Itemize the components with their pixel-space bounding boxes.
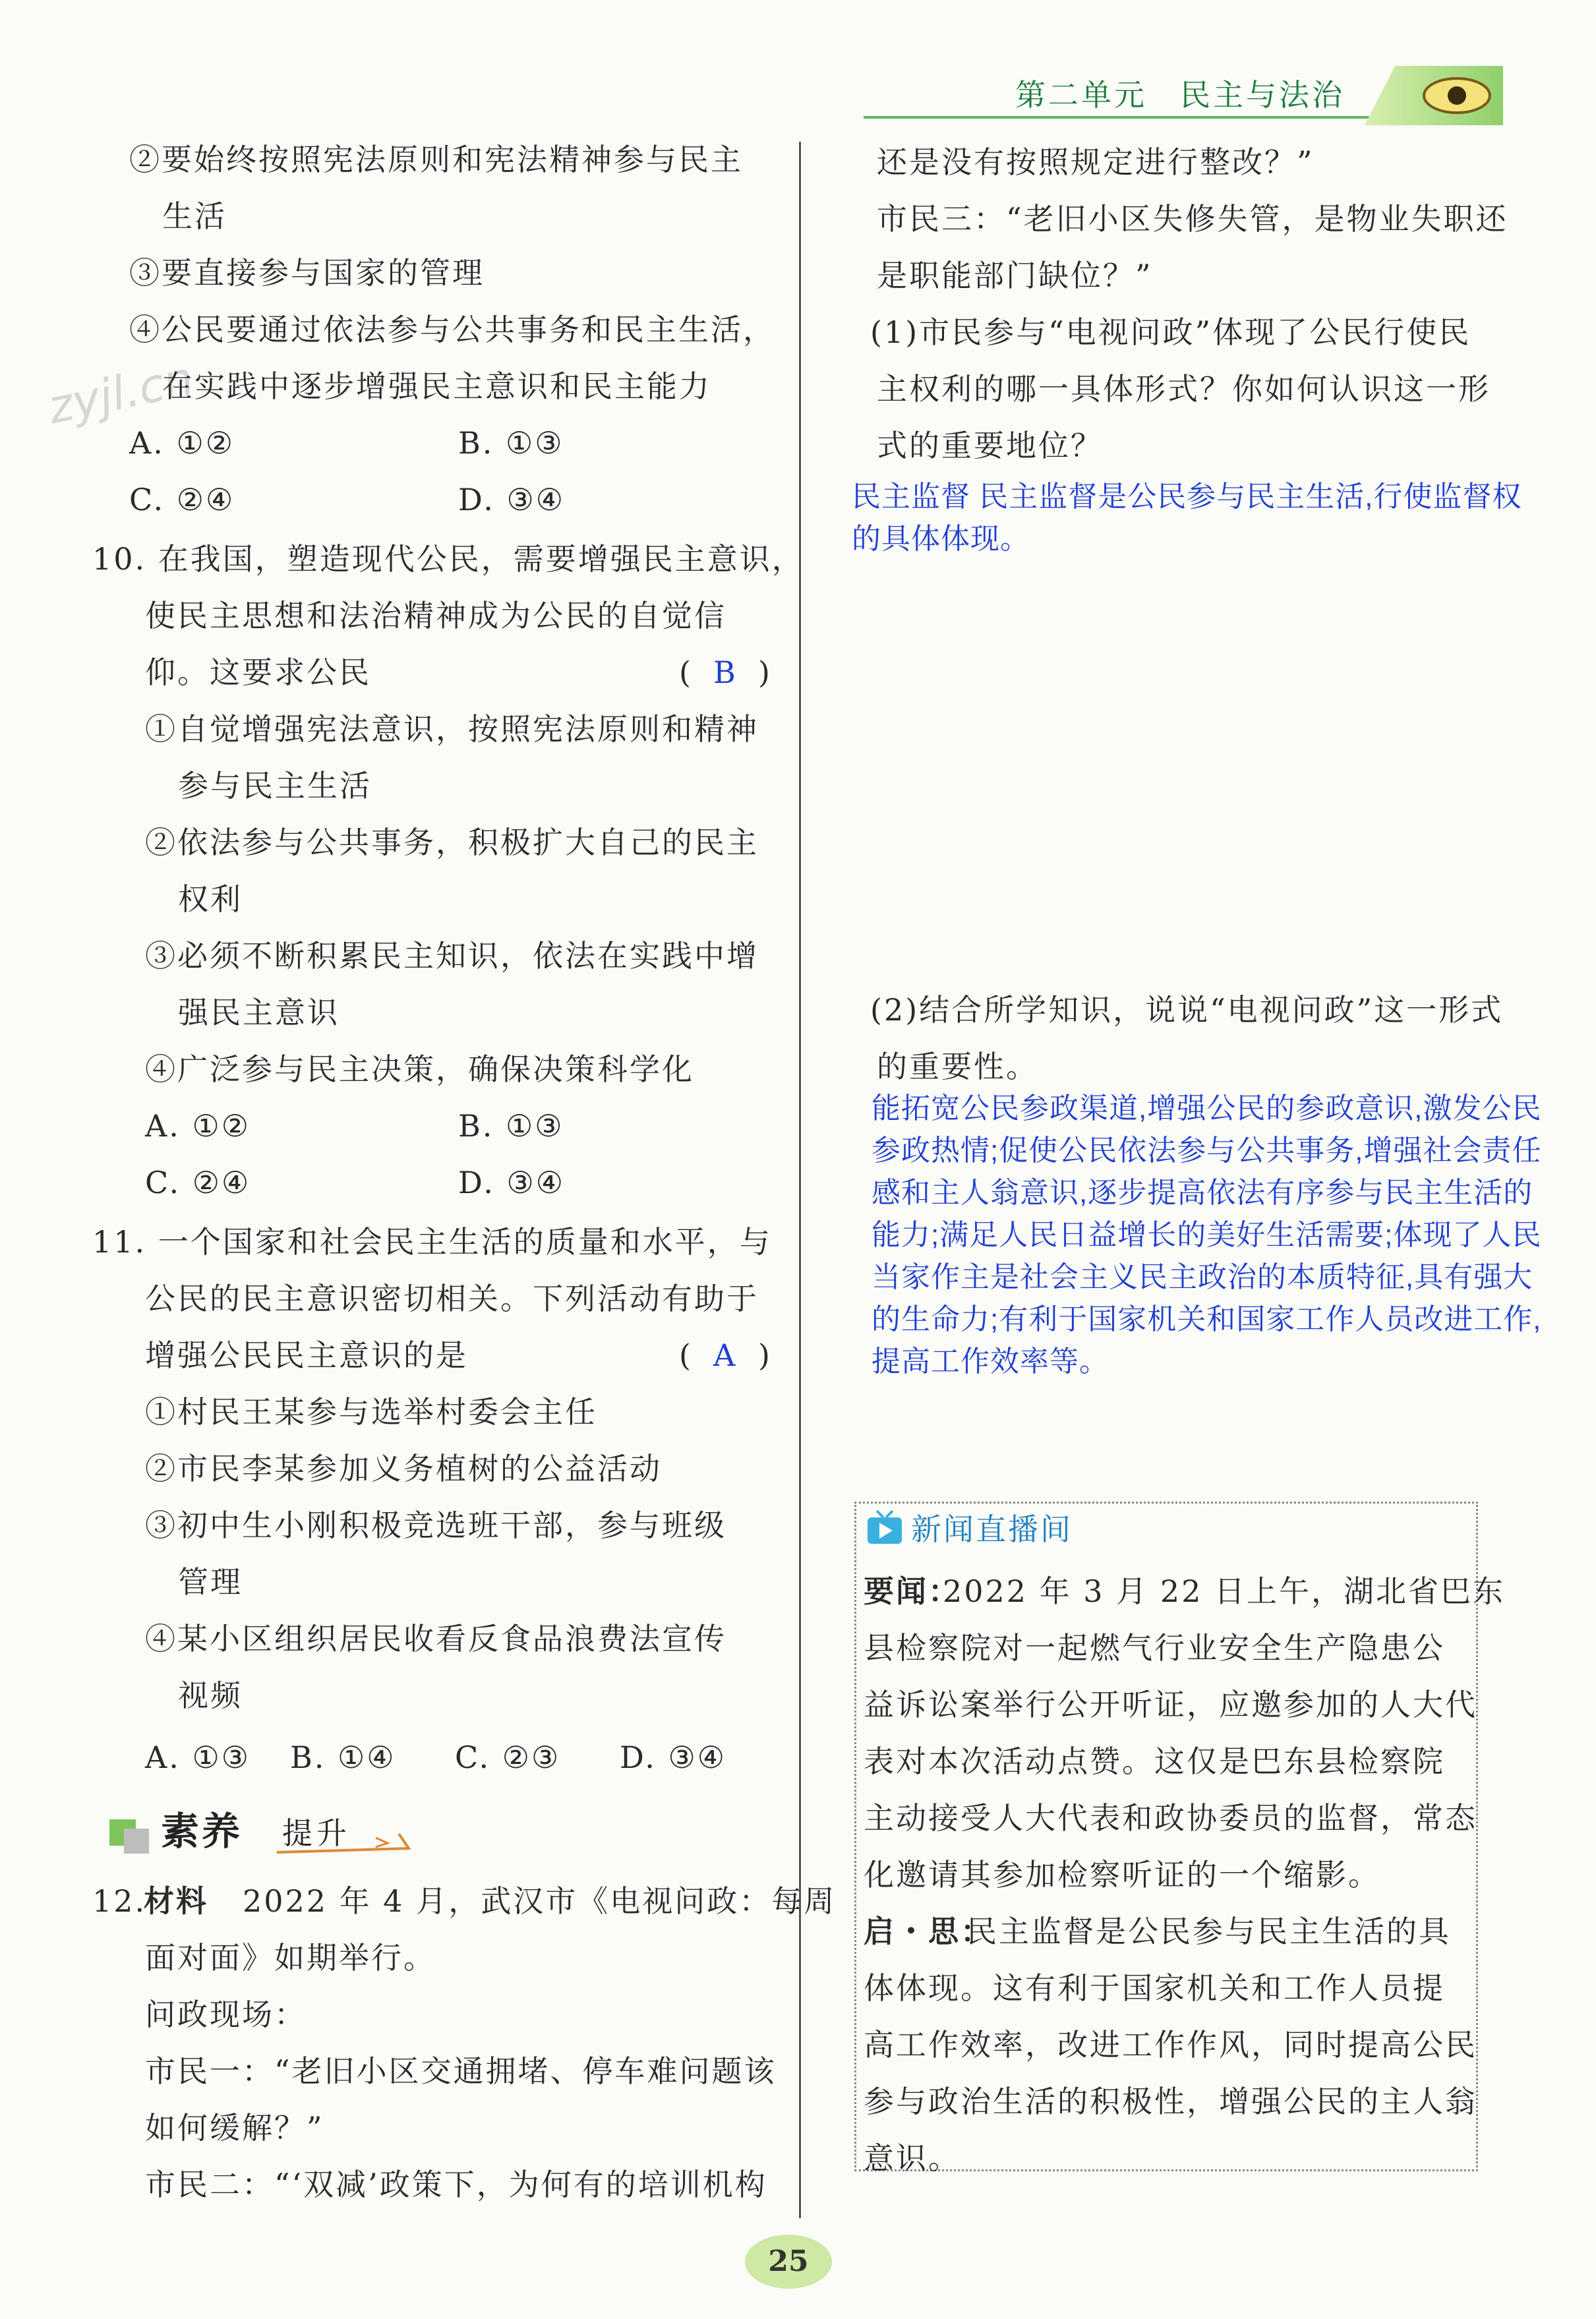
answer-2-line-7: 提高工作效率等。 xyxy=(872,1345,1109,1378)
q11-option-1: ①村民王某参与选举村委会主任 xyxy=(145,1394,597,1430)
q11-paren-close: ) xyxy=(758,1337,772,1373)
q10-option-1-line-2: 参与民主生活 xyxy=(178,768,372,804)
answer-1-line-1: 民主监督 民主监督是公民参与民主生活,行使监督权 xyxy=(852,481,1522,513)
right-line-2: 市民三：“老旧小区失修失管，是物业失职还 xyxy=(877,201,1508,237)
q10-option-4: ④广泛参与民主决策，确保决策科学化 xyxy=(145,1051,694,1087)
answer-2-line-5: 当家作主是社会主义民主政治的本质特征,具有强大 xyxy=(872,1261,1533,1293)
q9-option-2-line-1: ②要始终按照宪法原则和宪法精神参与民主 xyxy=(129,142,743,177)
q9-choice-c: C. ②④ xyxy=(129,482,235,517)
q10-stem-line-1: 10. 在我国，塑造现代公民，需要增强民主意识， xyxy=(92,541,804,577)
news-line-4: 表对本次活动点赞。这仅是巴东县检察院 xyxy=(864,1744,1445,1779)
news-title: 新闻直播间 xyxy=(911,1512,1073,1547)
section-underline-arrow-icon xyxy=(277,1825,422,1858)
header-logo xyxy=(1365,66,1503,125)
q11-choice-a: A. ①③ xyxy=(145,1740,251,1775)
answer-2-line-3: 感和主人翁意识,逐步提高依法有序参与民主生活的 xyxy=(872,1177,1533,1209)
page-number: 25 xyxy=(745,2235,832,2289)
q12-material-label: 材料 xyxy=(144,1883,208,1919)
answer-2-line-4: 能力;满足人民日益增长的美好生活需要;体现了人民 xyxy=(872,1219,1542,1251)
unit-title: 第二单元 民主与法治 xyxy=(1015,77,1345,113)
q11-answer: A xyxy=(713,1337,738,1373)
q11-choice-d: D. ③④ xyxy=(620,1740,726,1775)
news-line-11: 意识。 xyxy=(864,2140,961,2176)
news-label-reflection: 启・思： xyxy=(864,1914,993,1949)
q11-choice-c: C. ②③ xyxy=(455,1740,561,1775)
q10-stem-line-3: 仰。这要求公民 xyxy=(145,655,371,690)
answer-1-line-2: 的具体体现。 xyxy=(852,523,1030,555)
q9-option-2-line-2: 生活 xyxy=(162,198,227,234)
section-square-icon xyxy=(109,1814,150,1855)
q10-paren-close: ) xyxy=(758,655,772,690)
q12-line-4: 市民一：“老旧小区交通拥堵、停车难问题该 xyxy=(145,2053,777,2089)
news-line-3: 益诉讼案举行公开听证，应邀参加的人大代 xyxy=(864,1687,1477,1722)
q11-stem-line-3: 增强公民民主意识的是 xyxy=(145,1337,468,1373)
q9-choice-b: B. ①③ xyxy=(458,425,564,461)
q11-choice-b: B. ①④ xyxy=(290,1740,396,1775)
q11-stem-line-2: 公民的民主意识密切相关。下列活动有助于 xyxy=(145,1281,759,1316)
q9-option-4-line-1: ④公民要通过依法参与公共事务和民主生活， xyxy=(129,312,775,347)
news-line-8: 体体现。这有利于国家机关和工作人员提 xyxy=(864,1970,1445,2006)
news-line-5: 主动接受人大代表和政协委员的监督，常态 xyxy=(864,1800,1477,1836)
q10-answer: B xyxy=(713,655,738,690)
q12-line-5: 如何缓解？” xyxy=(145,2110,324,2146)
q12-subq2-line-2: 的重要性。 xyxy=(877,1049,1038,1084)
q9-choice-d: D. ③④ xyxy=(458,482,565,517)
section-title: 素养 xyxy=(161,1809,243,1854)
q12-subq1-line-1: (1)市民参与“电视问政”体现了公民行使民 xyxy=(870,314,1471,350)
q10-option-2-line-2: 权利 xyxy=(178,881,243,917)
q12-subq1-line-3: 式的重要地位？ xyxy=(877,428,1103,463)
q11-stem-line-1: 11. 一个国家和社会民主生活的质量和水平，与 xyxy=(92,1224,772,1260)
q10-stem-line-2: 使民主思想和法治精神成为公民的自觉信 xyxy=(145,598,726,633)
q11-option-2: ②市民李某参加义务植树的公益活动 xyxy=(145,1451,662,1486)
news-line-7: 民主监督是公民参与民主生活的具 xyxy=(966,1914,1451,1949)
q12-line-2: 面对面》如期举行。 xyxy=(145,1940,436,1976)
q12-number: 12. xyxy=(92,1883,147,1919)
q11-option-4-line-2: 视频 xyxy=(178,1678,243,1713)
section-subtitle: 提升 xyxy=(282,1815,351,1851)
q12-subq2-line-1: (2)结合所学知识，说说“电视问政”这一形式 xyxy=(870,992,1504,1028)
news-line-9: 高工作效率，改进工作作风，同时提高公民 xyxy=(864,2027,1477,2063)
q12-line-1: 2022 年 4 月，武汉市《电视问政：每周 xyxy=(243,1883,837,1919)
news-line-2: 县检察院对一起燃气行业安全生产隐患公 xyxy=(864,1630,1445,1666)
q11-option-3-line-1: ③初中生小刚积极竞选班干部，参与班级 xyxy=(145,1508,726,1543)
answer-2-line-6: 的生命力;有利于国家机关和国家工作人员改进工作, xyxy=(872,1303,1542,1336)
q12-subq1-line-2: 主权利的哪一具体形式？你如何认识这一形 xyxy=(877,371,1491,407)
q9-choice-a: A. ①② xyxy=(129,425,235,461)
q10-paren-open: ( xyxy=(679,655,693,690)
right-line-3: 是职能部门缺位？” xyxy=(877,258,1153,293)
q11-option-4-line-1: ④某小区组织居民收看反食品浪费法宣传 xyxy=(145,1621,726,1657)
q12-line-6: 市民二：“‘双减’政策下，为何有的培训机构 xyxy=(145,2167,767,2202)
news-label-headline: 要闻： xyxy=(864,1573,961,1609)
q10-option-2-line-1: ②依法参与公共事务，积极扩大自己的民主 xyxy=(145,825,759,860)
q11-paren-open: ( xyxy=(679,1337,693,1373)
q9-option-4-line-2: 在实践中逐步增强民主意识和民主能力 xyxy=(162,368,711,404)
q10-option-3-line-2: 强民主意识 xyxy=(178,995,340,1030)
answer-2-line-2: 参政热情;促使公民依法参与公共事务,增强社会责任 xyxy=(872,1134,1542,1167)
q10-option-1-line-1: ①自觉增强宪法意识，按照宪法原则和精神 xyxy=(145,711,759,747)
q10-choice-c: C. ②④ xyxy=(145,1165,251,1200)
q10-choice-d: D. ③④ xyxy=(458,1165,565,1200)
play-tv-icon xyxy=(865,1510,906,1548)
news-line-10: 参与政治生活的积极性，增强公民的主人翁 xyxy=(864,2084,1477,2119)
q9-option-3: ③要直接参与国家的管理 xyxy=(129,255,485,291)
news-line-6: 化邀请其参加检察听证的一个缩影。 xyxy=(864,1857,1380,1893)
news-line-1: 2022 年 3 月 22 日上午，湖北省巴东 xyxy=(943,1573,1505,1609)
q10-choice-a: A. ①② xyxy=(145,1108,251,1144)
q11-option-3-line-2: 管理 xyxy=(178,1564,243,1600)
eye-logo-icon xyxy=(1365,66,1503,125)
q10-choice-b: B. ①③ xyxy=(458,1108,564,1144)
q12-line-3: 问政现场： xyxy=(145,1997,307,2032)
answer-2-line-1: 能拓宽公民参政渠道,增强公民的参政意识,激发公民 xyxy=(872,1092,1542,1125)
q10-option-3-line-1: ③必须不断积累民主知识，依法在实践中增 xyxy=(145,938,759,974)
right-line-1: 还是没有按照规定进行整改？” xyxy=(877,144,1315,180)
watermark: zyjl.cn xyxy=(43,351,198,435)
